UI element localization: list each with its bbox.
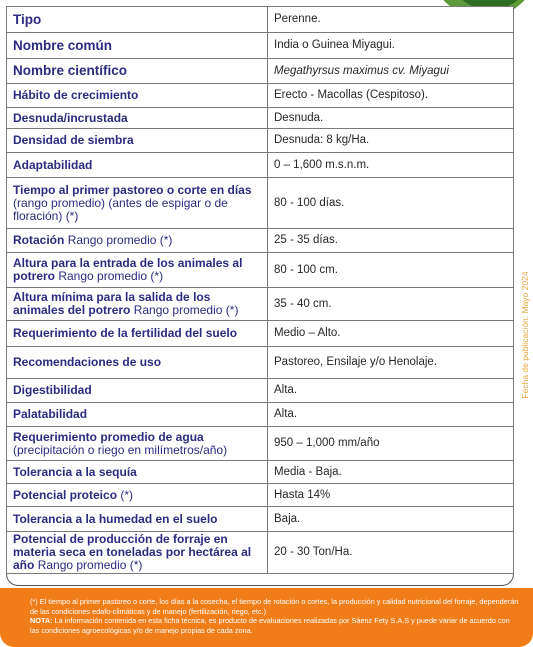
table-row bbox=[7, 153, 514, 178]
row-value: 25 - 35 días. bbox=[268, 229, 514, 253]
table-row bbox=[7, 288, 514, 321]
row-label: Hábito de crecimiento bbox=[7, 84, 268, 108]
row-value: 80 - 100 días. bbox=[268, 178, 514, 229]
row-label: Tipo bbox=[13, 11, 42, 27]
row-label: Digestibilidad bbox=[7, 379, 268, 403]
footnote-bar bbox=[0, 588, 533, 647]
footnote-nota bbox=[30, 616, 521, 635]
row-value: Desnuda: 8 kg/Ha. bbox=[268, 129, 514, 153]
row-qualifier: Rango promedio (*) bbox=[58, 269, 164, 283]
row-value: Baja. bbox=[268, 507, 514, 532]
row-label: Altura mínima para la salida de los animales del potrero bbox=[13, 290, 211, 317]
row-label: Potencial proteico bbox=[13, 487, 118, 502]
table-row bbox=[7, 484, 514, 507]
row-qualifier: Rango promedio (*) bbox=[67, 233, 173, 247]
row-qualifier: (precipitación o riego en milímetros/año) bbox=[13, 442, 228, 457]
table-row bbox=[7, 229, 514, 253]
row-value: 80 - 100 cm. bbox=[268, 253, 514, 288]
row-label: Desnuda/incrustada bbox=[7, 108, 268, 129]
table-row bbox=[7, 7, 514, 33]
row-qualifier: Rango promedio (*) bbox=[133, 303, 239, 317]
row-label: Adaptabilidad bbox=[7, 153, 268, 178]
footnote-asterisk: (*) El tiempo al primer pastoreo o corte, los días a la cosecha, el tiempo de rotación o cortes, la producción y calidad nutricional del forraje, dependerán de las condiciones edafo-climáticas y de manejo (fertilización, riego, etc.) bbox=[30, 597, 519, 616]
row-value: Perenne. bbox=[268, 7, 514, 33]
row-label: Tolerancia a la sequía bbox=[7, 461, 268, 484]
row-value: 20 - 30 Ton/Ha. bbox=[268, 532, 514, 574]
table-row bbox=[7, 253, 514, 288]
row-value: 950 – 1,000 mm/año bbox=[268, 427, 514, 461]
table-row bbox=[7, 33, 514, 59]
table-row bbox=[7, 403, 514, 427]
table-row bbox=[7, 59, 514, 84]
nota-label: NOTA: bbox=[30, 616, 53, 625]
row-qualifier: (rango promedio) (antes de espigar o de floración) (*) bbox=[13, 195, 228, 223]
row-label: Requerimiento promedio de agua bbox=[13, 429, 204, 444]
table-row bbox=[7, 178, 514, 229]
table-row bbox=[7, 321, 514, 347]
table-row bbox=[7, 347, 514, 379]
row-value: 0 – 1,600 m.s.n.m. bbox=[268, 153, 514, 178]
row-value: Desnuda. bbox=[268, 108, 514, 129]
row-value: Erecto - Macollas (Cespitoso). bbox=[268, 84, 514, 108]
row-label: Tolerancia a la humedad en el suelo bbox=[7, 507, 268, 532]
row-value: Alta. bbox=[268, 403, 514, 427]
row-qualifier: Rango promedio (*) bbox=[37, 558, 143, 572]
row-label: Recomendaciones de uso bbox=[7, 347, 268, 379]
row-value: Media - Baja. bbox=[268, 461, 514, 484]
table-row bbox=[7, 379, 514, 403]
table-row bbox=[7, 461, 514, 484]
row-label: Altura para la entrada de los animales al potrero bbox=[13, 256, 243, 283]
table-row bbox=[7, 507, 514, 532]
row-value: Alta. bbox=[268, 379, 514, 403]
row-value: Hasta 14% bbox=[268, 484, 514, 507]
row-label: Nombre científico bbox=[13, 63, 128, 78]
row-label: Nombre común bbox=[13, 37, 113, 53]
row-qualifier: (*) bbox=[120, 487, 134, 502]
row-value: 35 - 40 cm. bbox=[268, 288, 514, 321]
table-row bbox=[7, 108, 514, 129]
row-label: Rotación bbox=[13, 233, 65, 247]
table-row bbox=[7, 532, 514, 574]
table-row bbox=[7, 84, 514, 108]
row-value: India o Guinea Miyagui. bbox=[268, 33, 514, 59]
row-label: Densidad de siembra bbox=[7, 129, 268, 153]
row-value: Pastoreo, Ensilaje y/o Henolaje. bbox=[268, 347, 514, 379]
nota-text: La información contenida en esta ficha técnica, es producto de evaluaciones realizadas por Sáenz Fety S.A.S y puede variar de acuerdo con las condiciones agroecológicas y/o de manejo propias de cada zona. bbox=[30, 616, 510, 635]
table-row bbox=[7, 129, 514, 153]
row-value: Medio – Alto. bbox=[268, 321, 514, 347]
table-row bbox=[7, 427, 514, 461]
publication-date-note: Fecha de publicación: Mayo 2024 bbox=[520, 271, 530, 399]
row-label: Requerimiento de la fertilidad del suelo bbox=[7, 321, 268, 347]
row-label: Potencial de producción de forraje en materia seca en toneladas por hectárea al año bbox=[13, 532, 252, 572]
row-label: Palatabilidad bbox=[7, 403, 268, 427]
row-value: Megathyrsus maximus cv. Miyagui bbox=[274, 64, 449, 77]
row-label: Tiempo al primer pastoreo o corte en días bbox=[13, 182, 252, 197]
spec-table bbox=[6, 6, 514, 574]
